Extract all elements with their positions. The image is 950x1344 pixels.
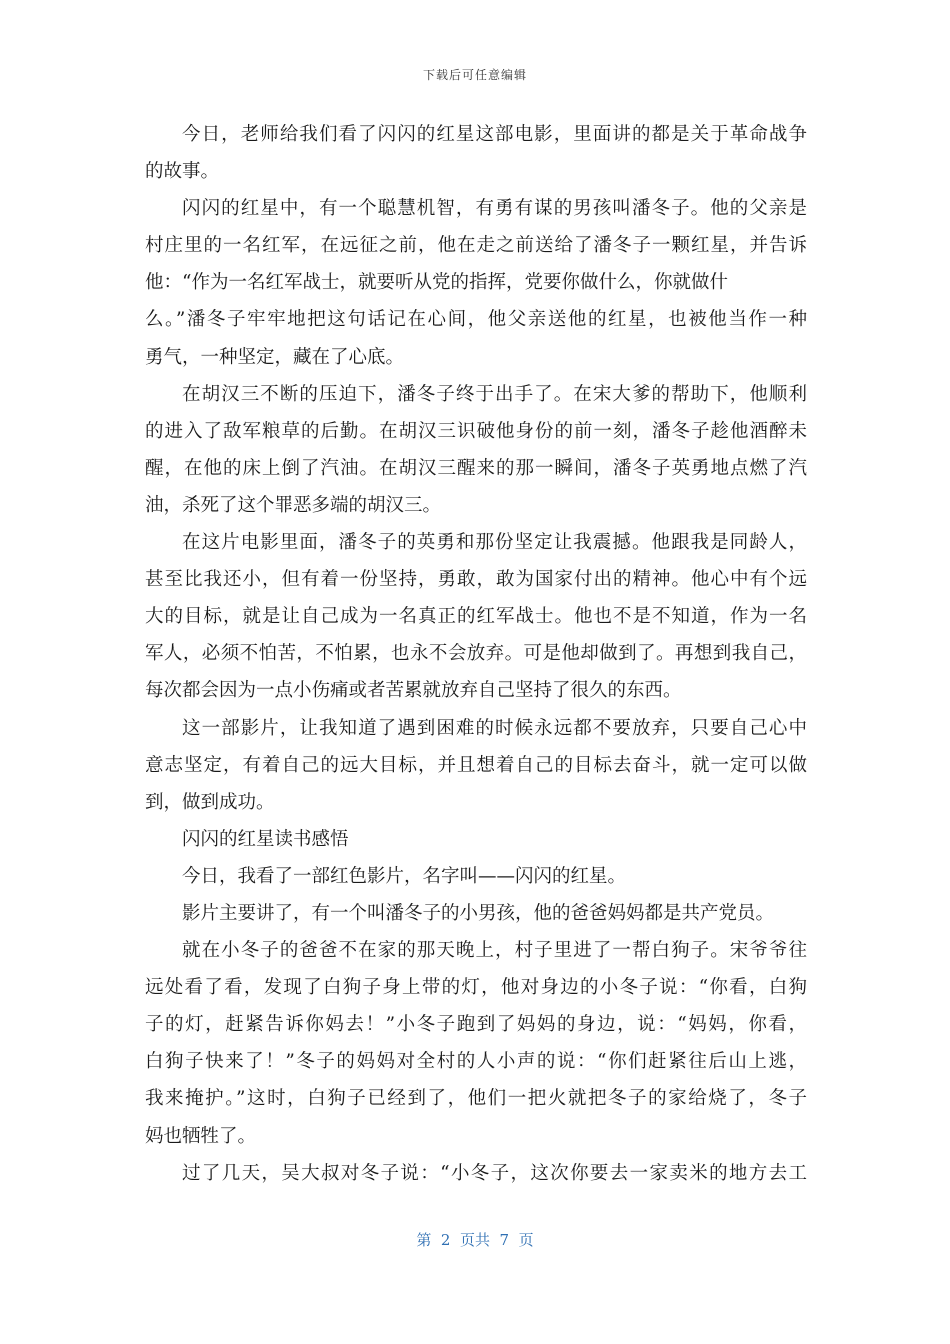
text-line: 么。”潘冬子牢牢地把这句话记在心间，他父亲送他的红星，也被他当作一种 bbox=[145, 309, 807, 331]
page-number-footer: 第 2 页共 7 页 bbox=[416, 1231, 534, 1249]
text-line: 影片主要讲了，有一个叫潘冬子的小男孩，他的爸爸妈妈都是共产党员。 bbox=[182, 902, 775, 924]
text-line: 村庄里的一名红军，在远征之前，他在走之前送给了潘冬子一颗红星，并告诉 bbox=[145, 235, 807, 257]
text-line: 的故事。 bbox=[145, 161, 220, 183]
text-line: 在这片电影里面，潘冬子的英勇和那份坚定让我震撼。他跟我是同龄人， bbox=[182, 532, 807, 554]
text-line: 在胡汉三不断的压迫下，潘冬子终于出手了。在宋大爹的帮助下，他顺利 bbox=[182, 383, 807, 405]
document-body bbox=[145, 116, 807, 1192]
text-line: 到，做到成功。 bbox=[145, 791, 275, 813]
text-line: 就在小冬子的爸爸不在家的那天晚上，村子里进了一帮白狗子。宋爷爷往 bbox=[182, 940, 807, 962]
text-line: 大的目标，就是让自己成为一名真正的红军战士。他也不是不知道，作为一名 bbox=[145, 606, 807, 628]
text-line: 今日，我看了一部红色影片，名字叫——闪闪的红星。 bbox=[182, 865, 627, 887]
text-line: 妈也牺牲了。 bbox=[145, 1125, 257, 1147]
text-line: 闪闪的红星中，有一个聪慧机智，有勇有谋的男孩叫潘冬子。他的父亲是 bbox=[182, 198, 807, 220]
text-line: 油，杀死了这个罪恶多端的胡汉三。 bbox=[145, 494, 442, 516]
text-line: 白狗子快来了！”冬子的妈妈对全村的人小声的说：“你们赶紧往后山上逃， bbox=[145, 1051, 807, 1073]
text-line: 这一部影片，让我知道了遇到困难的时候永远都不要放弃，只要自己心中 bbox=[182, 717, 807, 739]
section-title: 闪闪的红星读书感悟 bbox=[182, 828, 349, 850]
text-line: 醒，在他的床上倒了汽油。在胡汉三醒来的那一瞬间，潘冬子英勇地点燃了汽 bbox=[145, 457, 807, 479]
text-line: 甚至比我还小，但有着一份坚持，勇敢，敢为国家付出的精神。他心中有个远 bbox=[145, 569, 807, 591]
text-line: 军人，必须不怕苦，不怕累，也永不会放弃。可是他却做到了。再想到我自己， bbox=[145, 643, 807, 665]
text-line: 勇气，一种坚定，藏在了心底。 bbox=[145, 346, 405, 368]
text-line: 他：“作为一名红军战士，就要听从党的指挥，党要你做什么，你就做什 bbox=[145, 272, 728, 294]
text-line: 意志坚定，有着自己的远大目标，并且想着自己的目标去奋斗，就一定可以做 bbox=[145, 754, 807, 776]
text-line: 远处看了看，发现了白狗子身上带的灯，他对身边的小冬子说：“你看，白狗 bbox=[145, 977, 807, 999]
text-line: 子的灯，赶紧告诉你妈去！”小冬子跑到了妈妈的身边，说：“妈妈，你看， bbox=[145, 1014, 807, 1036]
text-line: 过了几天，吴大叔对冬子说：“小冬子，这次你要去一家卖米的地方去工 bbox=[182, 1162, 807, 1184]
text-line: 今日，老师给我们看了闪闪的红星这部电影，里面讲的都是关于革命战争 bbox=[182, 124, 807, 145]
page-header: 下载后可任意编辑 bbox=[422, 68, 527, 82]
text-line: 的进入了敌军粮草的后勤。在胡汉三识破他身份的前一刻，潘冬子趁他酒醉未 bbox=[145, 420, 807, 442]
text-line: 我来掩护。”这时，白狗子已经到了，他们一把火就把冬子的家给烧了，冬子 bbox=[145, 1088, 807, 1110]
text-line: 每次都会因为一点小伤痛或者苦累就放弃自己坚持了很久的东西。 bbox=[145, 680, 682, 702]
